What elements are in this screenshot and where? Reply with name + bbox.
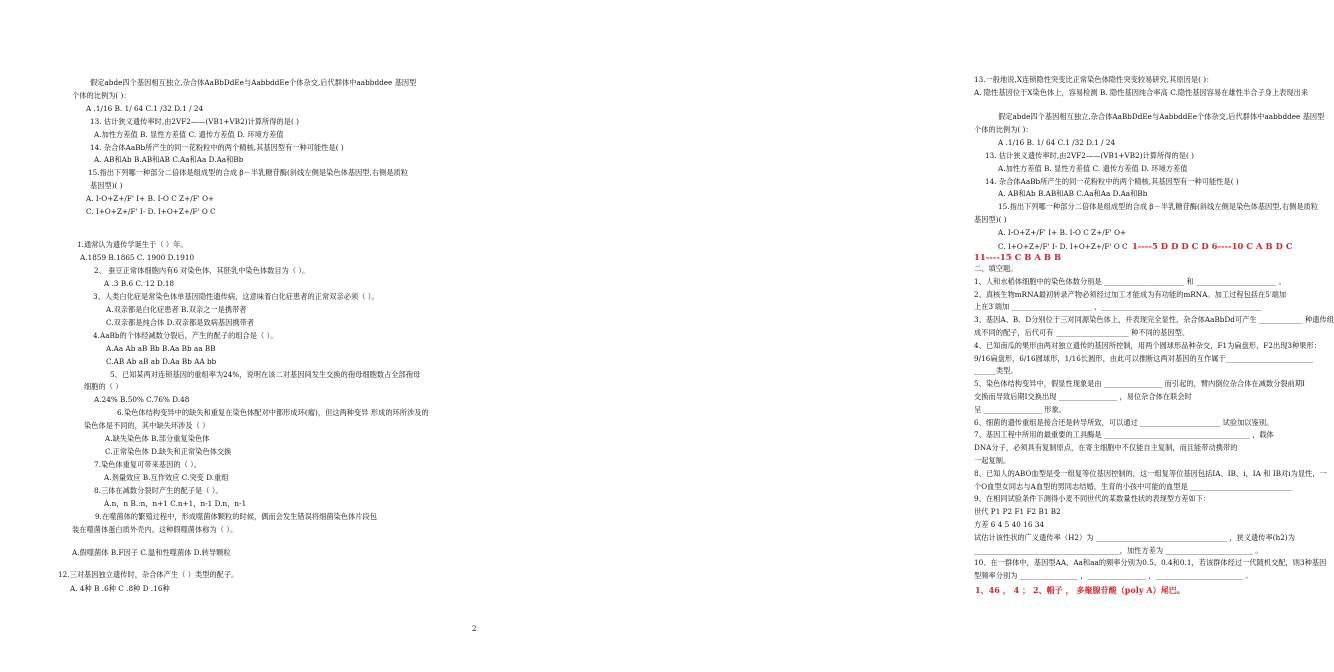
right-s2-line: 1、人和水稻体细胞中的染色体数分别是 ______________________ 和 ______________________ 。 bbox=[974, 276, 1286, 286]
left-b2-line: 4.AaBb的个体经减数分裂后，产生的配子的组合是（ ）。 bbox=[93, 330, 278, 340]
right-s2-line: 个O血型女同志与A血型的男同志结婚，生育的小孩中可能的血型是 ____________________________ bbox=[974, 481, 1293, 491]
right-top-line: A. 隐性基因位于X染色体上，容易检测 B. 隐性基因纯合率高 C.隐性基因容易在雄性半合子身上表现出来 bbox=[974, 87, 1309, 97]
left-b1-line: 13. 估计狭义遗传率时,由2VF2——(VB1+VB2)计算所得的是( ) bbox=[90, 116, 300, 126]
right-s2-line: 呈 ________________ 形象。 bbox=[974, 404, 1066, 414]
right-s2-line: 世代 P1 P2 F1 F2 B1 B2 bbox=[974, 507, 1061, 517]
left-b1-line: A. AB和Ab B.AB和AB C.Aa和Aa D.Aa和Bb bbox=[94, 155, 244, 165]
right-s2-line: 二、填空题。 bbox=[974, 264, 1018, 273]
left-b1-line: A. I-O+Z+/F' I+ B. I-O C Z+/F' O+ bbox=[86, 194, 215, 204]
left-b2-line: C.AB Ab aB ab D.Aa Bb AA bb bbox=[106, 356, 217, 366]
right-b1-line: 假定abde四个基因相互独立,杂合体AaBbDdEe与AabbddEe个体杂交,后代群体中aabbddee 基因型 bbox=[998, 112, 1325, 121]
left-b1-line: 14. 杂合体AaBb所产生的同一花粉粒中的两个精核,其基因型有一种可能性是( ) bbox=[90, 142, 344, 152]
left-b2-line: 装在噬菌体蛋白质外壳内。这种假噬菌体称为（ ）。 bbox=[72, 524, 238, 534]
right-b1-line: 13. 估计狭义遗传率时,由2VF2——(VB1+VB2)计算所得的是( ) bbox=[985, 150, 1195, 160]
left-b2-line: A.24% B.50% C.76% D.48 bbox=[94, 395, 190, 405]
left-b1-line: 基因型)( ) bbox=[90, 181, 123, 191]
right-s2-line: 3、基因A、B、D分别位于三对同源染色体上，并表现完全显性，杂合体AaBbDd可产生 ____________ 种遗传组 bbox=[974, 315, 1334, 325]
right-s2-line: 试估计该性状的广义遗传率（H2）为 ____________________________________ ，狭义遗传率(h2)为 bbox=[974, 532, 1296, 542]
left-q12-line: 12.三对基因独立遗传时，杂合体产生（ ）类型的配子。 bbox=[58, 570, 239, 579]
left-b2-line: 2、 蚕豆正常体细胞内有6 对染色体，其胚乳中染色体数目为（ ）。 bbox=[94, 265, 310, 275]
left-b2-line: A.1859 B.1865 C. 1900 D.1910 bbox=[80, 252, 195, 262]
right-s2-line: 交换而导致后期I交换出现 ________________ ，易位杂合体在联会时 bbox=[974, 392, 1192, 401]
right-s2-line: 一起复制。 bbox=[974, 456, 1011, 465]
right-s2-line: 4、已知南瓜的果形由两对独立遗传的基因所控制，用两个圆球形品种杂交，F1为扁盘形，F2出现3种果形： bbox=[974, 340, 1322, 350]
left-b2-line: A.Aa Ab aB Bb B.Aa Bb aa BB bbox=[106, 343, 216, 353]
right-s2-line: 9、在相同试验条件下测得小麦不同世代的某数量性状的表现型方差如下： bbox=[974, 494, 1211, 504]
left-b2-line: 染色体是不同的，其中缺失环涉及（ ） bbox=[84, 421, 210, 431]
answer-key-choice-1: 1----5 D D D C D 6----10 C A B D C bbox=[1131, 241, 1293, 251]
left-b2-line: A.剂量效应 B.互作效应 C.突变 D.重组 bbox=[104, 473, 229, 483]
right-b1-line: A. AB和Ab B.AB和AB C.Aa和Aa D.Aa和Bb bbox=[998, 189, 1148, 199]
right-s2-line: DNA分子，必须具有复制原点，在寄主细胞中不仅能自主复制，而且能带动携带的 bbox=[974, 443, 1238, 453]
right-s2-line: ______类型。 bbox=[974, 366, 1018, 376]
right-column bbox=[475, 0, 1334, 672]
right-s2-line: 上在3′端加 ______________________ ，____________________________________________ bbox=[974, 302, 1262, 312]
left-b1-line: 个体的比例为( )： bbox=[72, 90, 131, 100]
q9-options: A.假噬菌体 B.F因子 C.温和性噬菌体 D.转导颗粒 bbox=[72, 548, 231, 557]
right-b1-line: A.加性方差值 B. 显性方差值 C. 遗传方差值 D. 环境方差值 bbox=[998, 163, 1188, 173]
left-b1-line: 假定abde四个基因相互独立,杂合体AaBbDdEe与AabbddEe个体杂交,后代群体中aabbddee 基因型 bbox=[90, 78, 417, 87]
left-b2-line: C.正常染色体 D.缺失和正常染色体交换 bbox=[105, 447, 232, 457]
right-top-line: 13.一般地说,X连锁隐性突变比正常染色体隐性突变较易研究,其原因是( )： bbox=[974, 75, 1214, 84]
right-s2-line: 7、基因工程中所用的最重要的工具酶是 ________________________________________ ，载体 bbox=[974, 430, 1274, 440]
left-b2-line: 3、人类白化症是常染色体单基因隐性遗传病，这意味着白化症患者的正常双亲必须（ ）。 bbox=[93, 291, 379, 301]
right-b1-line: 基因型)( ) bbox=[974, 215, 1007, 225]
q15-option-cd-line bbox=[998, 241, 1293, 252]
left-b1-line: 15.指出下列哪一种部分二倍体是组成型的合成 β－半乳糖苷酶(斜线左侧是染色体基因型,右侧是质粒 bbox=[88, 168, 409, 178]
right-b1-line: A .1/16 B. 1/ 64 C.1 /32 D.1 / 24 bbox=[998, 137, 1116, 147]
left-b2-line: A.双亲都是白化症患者 B.双亲之一是携带者 bbox=[106, 304, 247, 314]
right-b1-line: 15.指出下列哪一种部分二倍体是组成型的合成 β－半乳糖苷酶(斜线左侧是染色体基因型,右侧是质粒 bbox=[998, 202, 1319, 212]
answer-key-fill-blank: 1、46 ， 4 ； 2、帽子 ， 多聚腺苷酸（poly A）尾巴。 bbox=[975, 585, 1185, 595]
left-b2-line: 9.在噬菌体的繁殖过程中，形成噬菌体颗粒的时候，偶而会发生错误将细菌染色体片段包 bbox=[95, 511, 377, 521]
left-b1-line: A.加性方差值 B. 显性方差值 C. 遗传方差值 D. 环境方差值 bbox=[94, 129, 284, 139]
left-q12-line: A. 4种 B .6种 C .8种 D .16种 bbox=[70, 583, 170, 593]
right-s2-line: 2、真核生物mRNA最初转录产物必须经过加工才能成为有功能的mRNA。加工过程包括在5′端加 bbox=[974, 289, 1287, 299]
right-s2-line: 6、细菌的遗传重组是接合还是转导所致，可以通过 ______________________ 试验加以鉴别。 bbox=[974, 417, 1274, 427]
left-b2-line: A.缺失染色体 B.部分重复染色体 bbox=[105, 434, 210, 444]
right-s2-line: 5、染色体结构变异中，假显性现象是由 ________________ 而引起的，臂内倒位杂合体在减数分裂前期I bbox=[974, 379, 1306, 389]
left-b2-line: 7.染色体重复可带来基因的（ ）。 bbox=[94, 460, 202, 470]
right-s2-line: 9/16扁盘形，6/16圆球形，1/16长圆形，由此可以推断这两对基因的互作属于________________________ bbox=[974, 353, 1314, 363]
right-s2-line: 8、已知人的ABO血型是受一组复等位基因控制的，这一组复等位基因包括IA、IB、i，IA 和 IB对i为显性，一 bbox=[974, 468, 1327, 478]
right-b1-line: 个体的比例为( )： bbox=[974, 124, 1033, 134]
left-b2-line: 6.染色体结构变异中的缺失和重复在染色体配对中都形成环(瘤)，但这两种变异 形成的环所涉及的 bbox=[117, 408, 429, 418]
left-b1-line: C. I+O+Z+/F' I- D. I+O+Z+/F' O C bbox=[86, 207, 216, 216]
left-b1-line: A .1/16 B. 1/ 64 C.1 /32 D.1 / 24 bbox=[86, 103, 204, 113]
left-b2-line: C.双亲都是纯合体 D.双亲都是致病基因携带者 bbox=[106, 317, 255, 327]
q15-options-cd: C. I+O+Z+/F' I- D. I+O+Z+/F' O C bbox=[998, 242, 1128, 251]
right-b1-line: 14. 杂合体AaBb所产生的同一花粉粒中的两个精核,其基因型有一种可能性是( ) bbox=[985, 176, 1239, 186]
right-s2-line: ________________________________________，加性方差为 ________________________ 。 bbox=[974, 545, 1263, 555]
left-b2-line: A.n，n B.:n，n+1 C.n+1，n-1 D.n，n-1 bbox=[104, 499, 247, 508]
right-s2-line: 型频率分别为 ________________ ，________________ ，________________________ 。 bbox=[974, 571, 1253, 581]
right-s2-line: 方差 6 4 5 40 16 34 bbox=[974, 520, 1045, 529]
right-s2-line: 10、在一群体中，基因型AA、Aa和aa的频率分别为0.5、0.4和0.1，若该群体经过一代随机交配，则3种基因 bbox=[974, 558, 1327, 568]
left-b2-line: 5、已知某两对连锁基因的重组率为24%，说明在该二对基因间发生交换的孢母细胞数占全部孢母 bbox=[110, 369, 421, 379]
right-s2-line: 成不同的配子，后代可有 ____________________ 种不同的基因型。 bbox=[974, 328, 1190, 337]
left-b2-line: 8.三体在减数分裂时产生的配子是（ ）。 bbox=[94, 486, 223, 496]
left-b2-line: A .3 B.6 C. 12 D.18 bbox=[104, 278, 175, 288]
left-b2-line: 细胞的（ ） bbox=[84, 382, 123, 392]
left-column bbox=[0, 0, 475, 672]
left-b2-line: 1.通常认为遗传学诞生于（ ）年。 bbox=[77, 240, 188, 249]
right-b1-line: A. I-O+Z+/F' I+ B. I-O C Z+/F' O+ bbox=[998, 228, 1127, 238]
page-number: 2 bbox=[472, 625, 477, 633]
answer-key-choice-2: 11----15 C B A B B bbox=[974, 252, 1062, 262]
